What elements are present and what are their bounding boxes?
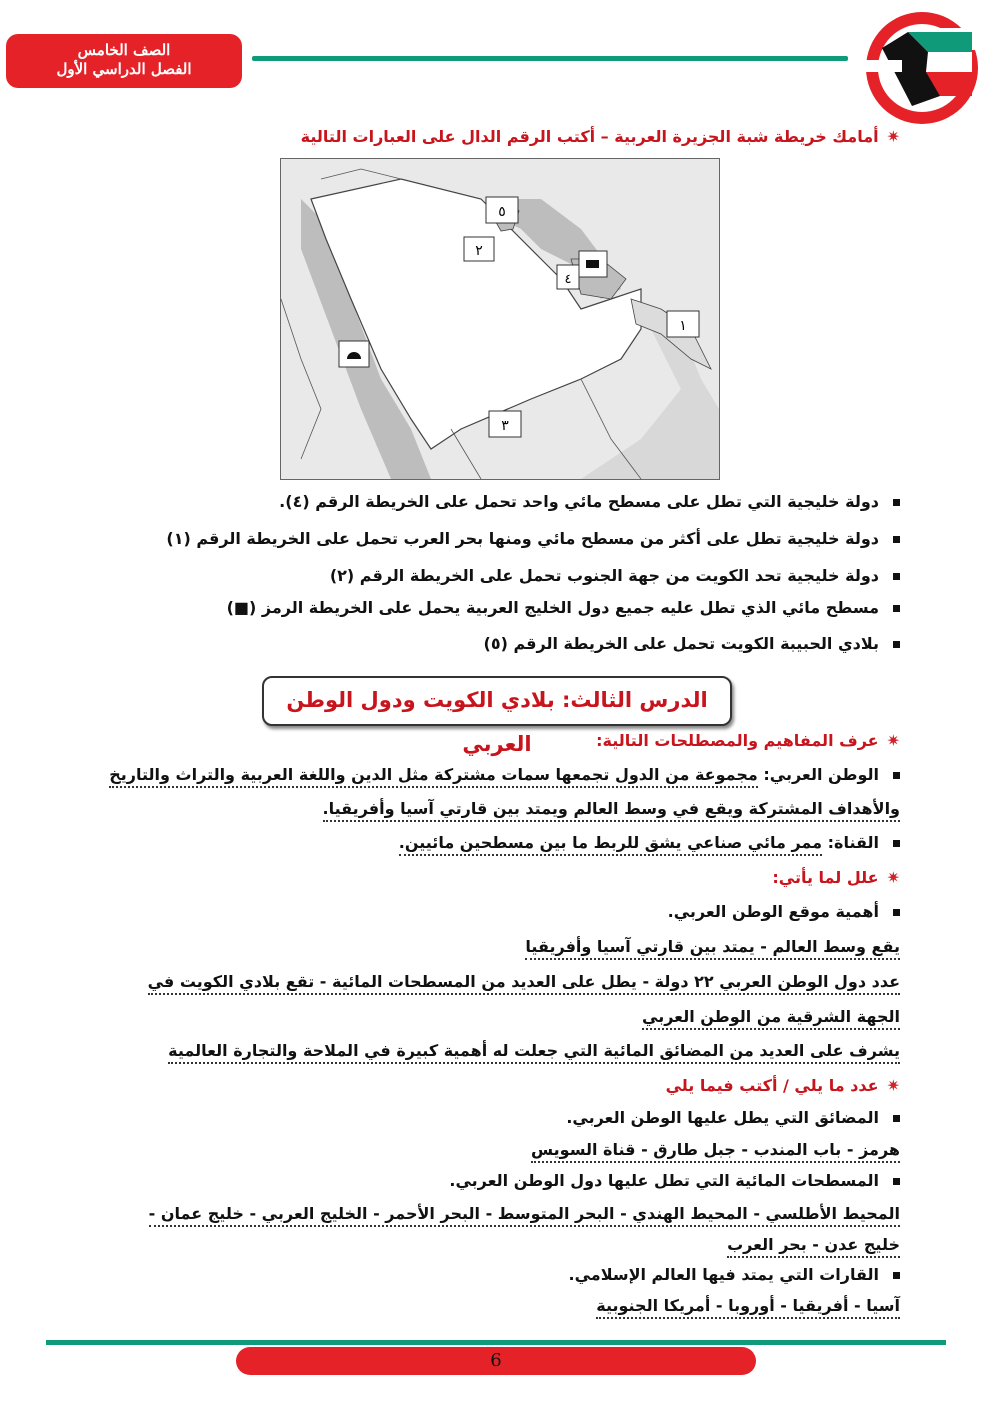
svg-text:٣: ٣ (501, 418, 509, 434)
list-question-1: المضائق التي يطل عليها الوطن العربي. (566, 1108, 900, 1127)
list-answer-2-line2: خليج عدن - بحر العرب (727, 1235, 900, 1254)
star-bullet-icon: ✷ (886, 731, 900, 750)
header-badge (6, 34, 242, 88)
grade-label: الصف الخامس (77, 41, 171, 59)
explain-answer-3: الجهة الشرقية من الوطن العربي (642, 1007, 900, 1026)
square-bullet-icon (893, 1178, 900, 1185)
explain-answer-2: عدد دول الوطن العربي ٢٢ دولة - يطل على العديد من المسطحات المائية - تقع بلادي الكويت في (148, 972, 900, 991)
svg-text:٥: ٥ (498, 204, 506, 220)
map-item-2: دولة خليجية تطل على أكثر من مسطح مائي ومنها بحر العرب تحمل على الخريطة الرقم (١) (166, 529, 900, 548)
square-bullet-icon (893, 772, 900, 779)
map-item-4: مسطح مائي الذي تطل عليه جميع دول الخليج العربية يحمل على الخريطة الرمز (■) (227, 598, 900, 617)
explain-title: ✷علل لما يأتي: (772, 868, 900, 887)
square-bullet-icon (893, 499, 900, 506)
list-question-2: المسطحات المائية التي تطل عليها دول الوطن العربي. (449, 1171, 900, 1190)
map-item-1: دولة خليجية التي تطل على مسطح مائي واحد تحمل على الخريطة الرقم (٤). (279, 492, 900, 511)
list-answer-3: آسيا - أفريقيا - أوروبا - أمريكا الجنوبية (596, 1296, 900, 1315)
map-label-gulf-symbol (579, 251, 607, 277)
map-item-3: دولة خليجية تحد الكويت من جهة الجنوب تحمل على الخريطة الرقم (٢) (330, 566, 900, 585)
definition-canal: القناة: ممر مائي صناعي يشق للربط ما بين مسطحين مائيين. (399, 833, 900, 852)
list-question-3: القارات التي يمتد فيها العالم الإسلامي. (569, 1265, 900, 1284)
kuwait-flag-logo (852, 8, 986, 124)
term-label: الفصل الدراسي الأول (56, 60, 192, 78)
define-title: ✷عرف المفاهيم والمصطلحات التالية: (596, 731, 900, 750)
map-label-1 (667, 311, 699, 337)
explain-answer-4: يشرف على العديد من المضائق المائية التي جعلت له أهمية كبيرة في الملاحة والتجارة العالمية (168, 1041, 900, 1060)
square-bullet-icon (893, 536, 900, 543)
map-question-title: ✷أمامك خريطة شبة الجزيرة العربية – أكتب الرقم الدال على العبارات التالية (300, 127, 900, 146)
page-number: 6 (236, 1347, 756, 1375)
svg-text:٢: ٢ (475, 243, 483, 259)
definition-arab-world-line2: والأهداف المشتركة ويقع في وسط العالم ويمتد بين قارتي آسيا وأفريقيا. (323, 799, 900, 818)
definition-arab-world: الوطن العربي: مجموعة من الدول تجمعها سمات مشتركة مثل الدين واللغة العربية والتراث والتاريخ (109, 765, 900, 784)
square-bullet-icon (893, 840, 900, 847)
list-title: ✷عدد ما يلي / أكتب فيما يلي (665, 1076, 900, 1095)
map-label-3 (489, 411, 521, 437)
star-bullet-icon: ✷ (886, 1076, 900, 1095)
map-label-2 (464, 237, 494, 261)
explain-question: أهمية موقع الوطن العربي. (668, 902, 900, 921)
square-bullet-icon (893, 573, 900, 580)
svg-text:١: ١ (679, 318, 687, 334)
list-answer-1: هرمز - باب المندب - جبل طارق - قناة السويس (531, 1140, 900, 1159)
arabian-peninsula-map (280, 158, 720, 480)
list-answer-2: المحيط الأطلسي - المحيط الهندي - البحر المتوسط - البحر الأحمر - الخليج العربي - خليج عمان - (149, 1204, 900, 1223)
star-bullet-icon: ✷ (886, 868, 900, 887)
map-label-5 (486, 197, 518, 223)
square-bullet-icon (893, 909, 900, 916)
square-bullet-icon (893, 641, 900, 648)
map-drawing (281, 159, 719, 479)
map-item-5: بلادي الحبيبة الكويت تحمل على الخريطة الرقم (٥) (484, 634, 900, 653)
map-label-4 (557, 265, 579, 289)
square-bullet-icon (893, 1272, 900, 1279)
square-bullet-icon (893, 605, 900, 612)
lesson-title: الدرس الثالث: بلادي الكويت ودول الوطن العربي (262, 676, 732, 726)
footer-divider (46, 1340, 946, 1345)
map-label-redsea-symbol (339, 341, 369, 367)
header-divider (252, 56, 848, 61)
star-bullet-icon: ✷ (886, 127, 900, 146)
square-bullet-icon (893, 1115, 900, 1122)
explain-answer-1: يقع وسط العالم - يمتد بين قارتي آسيا وأفريقيا (525, 937, 900, 956)
svg-text:٤: ٤ (564, 272, 572, 287)
